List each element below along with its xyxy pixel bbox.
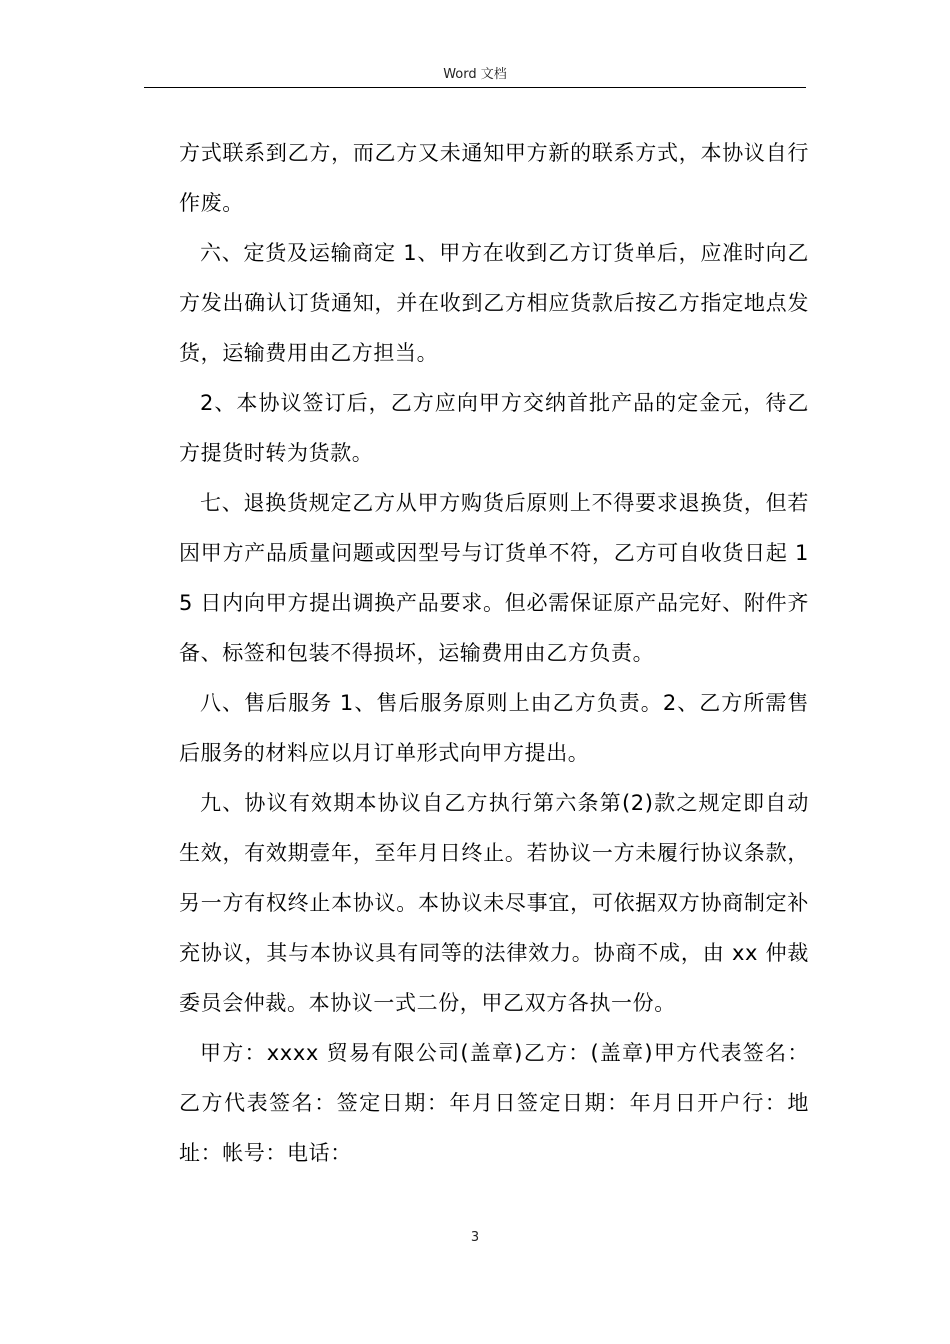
paragraph-section-9-validity: 九、协议有效期本协议自乙方执行第六条第(2)款之规定即自动生效，有效期壹年，至年月日终止。若协议一方未履行协议条款，另一方有权终止本协议。本协议未尽事宜，可依据双方协商制定补充协议，其与本协议具有同等的法律效力。协商不成，由 xx 仲裁委员会仲裁。本协议一式二份，甲乙双方各执一份。 [179,791,809,1015]
header-divider [144,87,806,88]
document-body [179,128,809,1178]
paragraph-contact-clause: 方式联系到乙方，而乙方又未通知甲方新的联系方式，本协议自行作废。 [179,141,809,215]
paragraph-section-6-ordering: 六、定货及运输商定 1、甲方在收到乙方订货单后，应准时向乙方发出确认订货通知，并在收到乙方相应货款后按乙方指定地点发货，运输费用由乙方担当。 [179,241,809,365]
paragraph-section-7-returns: 七、退换货规定乙方从甲方购货后原则上不得要求退换货，但若因甲方产品质量问题或因型号与订货单不符，乙方可自收货日起 15 日内向甲方提出调换产品要求。但必需保证原产品完好、附件齐备、标签和包装不得损坏，运输费用由乙方负责。 [179,491,809,665]
paragraph-section-8-after-sales: 八、售后服务 1、售后服务原则上由乙方负责。2、乙方所需售后服务的材料应以月订单形式向甲方提出。 [179,691,809,765]
paragraph-section-6-deposit: 2、本协议签订后，乙方应向甲方交纳首批产品的定金元，待乙方提货时转为货款。 [179,391,809,465]
page-number: 3 [470,1230,480,1245]
paragraph-signatures: 甲方：xxxx 贸易有限公司(盖章)乙方：(盖章)甲方代表签名：乙方代表签名：签定日期：年月日签定日期：年月日开户行：地址：帐号：电话： [179,1041,809,1165]
page-header-title: Word 文档 [443,67,507,82]
